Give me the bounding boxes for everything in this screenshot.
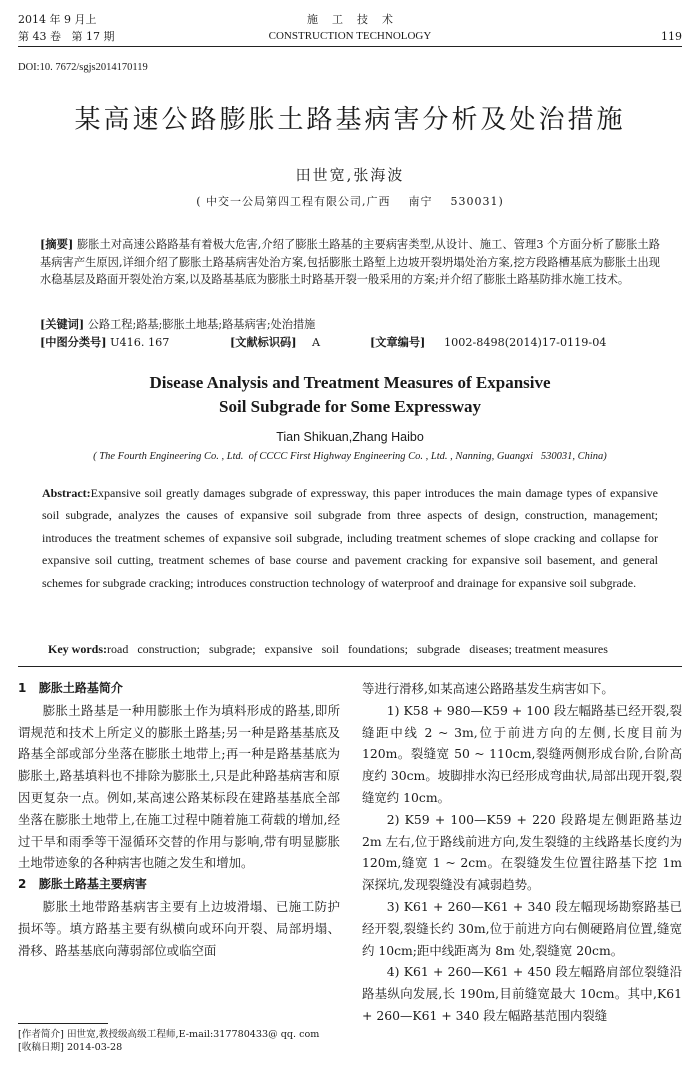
section-2-heading: 2 膨胀土路基主要病害 <box>18 877 147 892</box>
title-en-line2: Soil Subgrade for Some Expressway <box>219 397 481 416</box>
doc-code-label: [文献标识码] <box>230 335 297 349</box>
footnote-author-text: 田世宽,教授级高级工程师,E-mail:317780433@ qq. com <box>66 1029 320 1040</box>
right-column <box>362 678 682 1027</box>
affiliation-zh: ( 中交一公局第四工程有限公司,广西 南宁 530031) <box>196 195 504 208</box>
keywords-en-label: Key words: <box>48 642 107 657</box>
keywords-en-text: road construction; subgrade; expansive soil foundations; subgrade diseases; treatment measures <box>107 642 608 657</box>
left-column <box>18 678 340 961</box>
footnote-author-label: [作者简介] <box>18 1029 64 1040</box>
doi: DOI:10. 7672/sgjs2014170119 <box>18 62 148 73</box>
title-en-line1: Disease Analysis and Treatment Measures of Expansive <box>149 373 551 392</box>
classification-row <box>40 334 660 352</box>
article-number-label: [文章编号] <box>370 335 426 349</box>
clc-value: U416. 167 <box>110 336 170 349</box>
abstract-zh-text: 膨胀土对高速公路路基有着极大危害,介绍了膨胀土路基的主要病害类型,从设计、施工、管理3 个方面分析了膨胀土路基病害产生原因,详细介绍了膨胀土路基病害处治方案,包括膨胀土路堑上边坡开裂坍塌处治方案,挖方段路槽基底为膨胀土出现水稳基层及路面开裂处治方案,以及路基基底为膨胀土时路基开裂一般采用的方案;并介绍了膨胀土路基防排水施工技术。 <box>40 238 660 287</box>
header-volume: 第 43 卷 第 17 期 <box>18 30 115 43</box>
abstract-en <box>42 482 658 594</box>
footnote-author <box>18 1028 348 1041</box>
footnote <box>18 1028 348 1054</box>
abstract-en-label: Abstract: <box>42 486 91 500</box>
right-paragraph-1: 1) K58 + 980—K59 + 100 段左幅路基已经开裂,裂缝距中线 2 ~ 3m,位于前进方向的左侧,长度目前为 120m。裂缝宽 50 ~ 110cm,裂缝两侧形成台阶,台阶高度约 30cm。坡脚排水沟已经形成弯曲状,局部出现开裂,裂缝宽约 10cm。 <box>362 702 682 805</box>
section-1-paragraph: 膨胀土路基是一种用膨胀土作为填料形成的路基,即所谓规范和技术上所定义的膨胀土路基;另一种是路基基底及路基全部或部分坐落在膨胀土地带上;再一种是路基基底为膨胀土,路基填料也不排除为膨胀土,只是此种路基病害和原因更复杂一点。例如,某高速公路某标段在建路基基底全部坐落在膨胀土地带上,在施工过程中随着施工荷载的增加,经过干旱和雨季等干湿循环交替的作用与影响,带有明显膨胀土地带迹象的各种病害也随之发生和增加。 <box>18 702 340 871</box>
doc-code-value: A <box>312 336 321 349</box>
header-page-number: 119 <box>661 30 682 43</box>
header-rule <box>18 46 682 47</box>
affiliation-en: ( The Fourth Engineering Co. , Ltd. of CCCC First Highway Engineering Co. , Ltd. , Nanning, Guangxi 530031, China) <box>93 451 607 462</box>
section-2-paragraph: 膨胀土地带路基病害主要有上边坡滑塌、已施工防护损坏等。填方路基主要有纵横向或环向开裂、局部坍塌、滑移、路基基底向薄弱部位或临空面 <box>18 898 340 958</box>
keywords-zh-text: 公路工程;路基;膨胀土地基;路基病害;处治措施 <box>87 318 316 331</box>
section-1-heading: 1 膨胀土路基简介 <box>18 681 123 695</box>
right-paragraph-0: 等进行滑移,如某高速公路路基发生病害如下。 <box>362 681 614 696</box>
abstract-zh <box>40 236 660 289</box>
keywords-zh-label: [关键词] <box>40 317 85 331</box>
abstract-en-text: Expansive soil greatly damages subgrade of expressway, this paper introduces the main damage types of expansive soil subgrade, analyzes the causes of expansive soil subgrade from three aspects of design, construction, management; introduces the treatment schemes of expansive soil subgrade, including treatment schemes of slope cracking and collapse for expansive soil cutting, treatment schemes of base course and pavement cracking for expansive soil basement, and general schemes for subgrade cracking; introduces construction technology of waterproof and drainage for expansive soil subgrade. <box>42 486 658 590</box>
right-paragraph-4: 4) K61 + 260—K61 + 450 段左幅路肩部位裂缝沿路基纵向发展,长 190m,目前缝宽最大 10cm。其中,K61 + 260—K61 + 340 段左幅路基范围内裂缝 <box>362 964 682 1023</box>
abstract-rule <box>18 666 682 667</box>
footnote-rule <box>18 1023 108 1024</box>
footnote-date-text: 2014-03-28 <box>66 1042 123 1053</box>
clc-label: [中图分类号] <box>40 335 107 349</box>
keywords-en <box>42 616 658 661</box>
header-journal-cn: 施 工 技 术 <box>307 13 393 26</box>
authors-en: Tian Shikuan,Zhang Haibo <box>276 430 424 444</box>
article-number-value: 1002-8498(2014)17-0119-04 <box>444 336 607 349</box>
right-paragraph-3: 3) K61 + 260—K61 + 340 段左幅现场勘察路基已经开裂,裂缝长约 30m,位于前进方向右侧硬路肩位置,缝宽约 10cm;距中线距离为 8m 处,裂缝宽 20cm。 <box>362 898 682 958</box>
footnote-received <box>18 1041 348 1054</box>
header-date: 2014 年 9 月上 <box>18 13 97 26</box>
abstract-zh-label: [摘要] <box>40 237 74 251</box>
authors-zh: 田世宽,张海波 <box>295 166 405 184</box>
title-zh: 某高速公路膨胀土路基病害分析及处治措施 <box>74 105 626 135</box>
header-journal-en: CONSTRUCTION TECHNOLOGY <box>268 30 432 42</box>
keywords-zh <box>40 316 660 334</box>
right-paragraph-2: 2) K59 + 100—K59 + 220 段路堤左侧距路基边 2m 左右,位于路线前进方向,发生裂缝的主线路基长度约为 120m,缝宽 1 ~ 2cm。在裂缝发生位置往路基下挖 1m 深探坑,发现裂缝没有减弱趋势。 <box>362 811 682 893</box>
footnote-date-label: [收稿日期] <box>18 1042 64 1053</box>
